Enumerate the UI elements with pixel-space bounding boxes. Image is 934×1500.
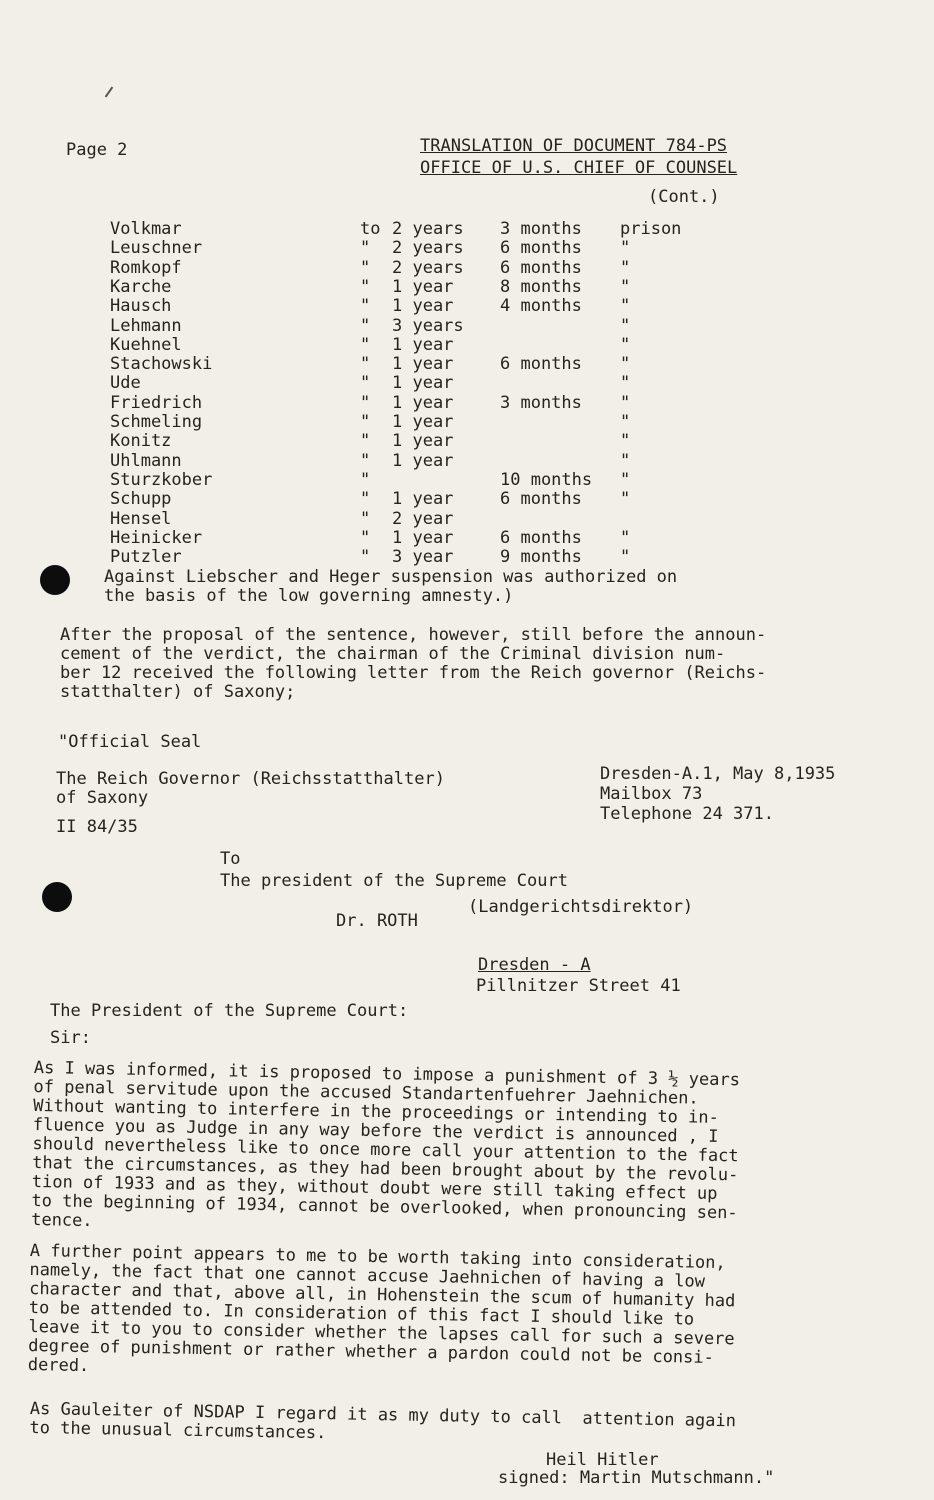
letter-city: Dresden - A <box>478 955 591 975</box>
letter-to-label: To <box>220 849 241 869</box>
sentence-name: Ude <box>110 373 141 394</box>
sentence-months: 10 months <box>500 469 593 490</box>
sentence-name: Volkmar <box>110 219 182 239</box>
letter-signature: signed: Martin Mutschmann." <box>498 1468 775 1488</box>
table-row <box>0 548 934 567</box>
letter-telephone: Telephone 24 371. <box>600 804 774 824</box>
table-row <box>0 510 934 529</box>
sentence-months: 6 months <box>500 527 582 548</box>
table-row <box>0 490 934 509</box>
sentence-to: " <box>360 238 371 259</box>
letter-body-paragraph-3: As Gauleiter of NSDAP I regard it as my duty to call attention again to the unusual circumstances. <box>29 1399 737 1444</box>
sentence-type: " <box>620 276 631 297</box>
sentence-name: Putzler <box>110 547 182 568</box>
sentence-type: " <box>620 431 631 452</box>
table-row <box>0 239 934 258</box>
page-label: Page 2 <box>66 140 128 160</box>
sentence-name: Karche <box>110 276 172 297</box>
sentence-name: Konitz <box>110 431 172 452</box>
table-row <box>0 374 934 393</box>
sentence-years: 1 year <box>392 296 454 317</box>
sentence-name: Romkopf <box>110 257 182 278</box>
sentence-type: " <box>620 296 631 317</box>
sentence-years: 1 year <box>392 276 454 297</box>
sentence-years: 1 year <box>392 412 454 432</box>
sentence-months: 4 months <box>500 296 582 317</box>
sentence-name: Heinicker <box>110 527 203 548</box>
sentence-years: 2 year <box>392 508 454 529</box>
sentence-type: " <box>620 257 631 278</box>
sentence-type: " <box>620 238 631 259</box>
sentence-type: " <box>620 450 631 471</box>
sentence-years: 3 years <box>392 315 464 336</box>
sentence-months: 6 months <box>500 354 582 375</box>
sentence-months: 3 months <box>500 392 582 413</box>
paragraph-after-proposal: After the proposal of the sentence, however, still before the announ- cement of the verdict, the chairman of the Criminal division num- ber 12 received the following letter from the Reich governor (Reichs- statthalter) of Saxony; <box>60 625 767 702</box>
sentence-years: 1 year <box>392 450 454 471</box>
sentence-name: Leuschner <box>110 238 203 259</box>
salutation-line: The President of the Supreme Court: <box>50 1001 409 1021</box>
sentence-name: Sturzkober <box>110 469 213 490</box>
sentence-months: 6 months <box>500 238 582 259</box>
sentence-name: Schupp <box>110 489 172 510</box>
sentence-type: " <box>620 547 631 568</box>
sentence-years: 1 year <box>392 527 454 548</box>
sentence-months: 6 months <box>500 257 582 278</box>
sentence-years: 1 year <box>392 431 454 452</box>
sentence-to: " <box>360 450 371 471</box>
sentence-name: Friedrich <box>110 392 203 413</box>
office-title: OFFICE OF U.S. CHIEF OF COUNSEL <box>420 158 738 178</box>
sentence-name: Lehmann <box>110 315 182 336</box>
table-row <box>0 355 934 374</box>
sentence-to: " <box>360 547 371 568</box>
sentence-to: " <box>360 431 371 452</box>
sentence-type: " <box>620 469 631 490</box>
sentence-to: " <box>360 508 371 529</box>
sentence-type: prison <box>620 219 682 239</box>
amnesty-note: Against Liebscher and Heger suspension was authorized on the basis of the low governing amnesty.) <box>104 567 678 606</box>
sentence-type: " <box>620 489 631 510</box>
continued-label: (Cont.) <box>648 187 720 207</box>
table-row <box>0 297 934 316</box>
sentence-type: " <box>620 373 631 394</box>
sentence-type: " <box>620 392 631 413</box>
letter-reference: II 84/35 <box>56 817 138 837</box>
sentence-months: 3 months <box>500 219 582 239</box>
sentence-months: 8 months <box>500 276 582 297</box>
sentence-type: " <box>620 315 631 336</box>
sentence-type: " <box>620 412 631 432</box>
sentence-years: 3 year <box>392 547 454 568</box>
sentence-to: " <box>360 334 371 355</box>
sentence-to: " <box>360 527 371 548</box>
table-row <box>0 336 934 355</box>
sentence-name: Kuehnel <box>110 334 182 355</box>
letter-street: Pillnitzer Street 41 <box>476 976 681 996</box>
sentence-to: " <box>360 257 371 278</box>
table-row <box>0 529 934 548</box>
table-row <box>0 317 934 336</box>
sentence-years: 2 years <box>392 257 464 278</box>
table-row <box>0 471 934 490</box>
table-row <box>0 394 934 413</box>
sentence-months: 6 months <box>500 489 582 510</box>
sentence-years: 1 year <box>392 354 454 375</box>
sentence-type: " <box>620 334 631 355</box>
official-seal-label: "Official Seal <box>58 732 202 752</box>
sentence-years: 1 year <box>392 392 454 413</box>
letter-recipient-title: (Landgerichtsdirektor) <box>468 897 694 917</box>
letter-mailbox: Mailbox 73 <box>600 784 703 804</box>
sentence-years: 2 years <box>392 219 464 239</box>
sentence-to: " <box>360 392 371 413</box>
sentence-to: " <box>360 276 371 297</box>
table-row <box>0 220 934 239</box>
sentence-years: 1 year <box>392 334 454 355</box>
sentence-name: Hensel <box>110 508 172 529</box>
table-row <box>0 432 934 451</box>
table-row <box>0 278 934 297</box>
sentence-to: " <box>360 469 371 490</box>
sentence-to: " <box>360 296 371 317</box>
sentence-to: " <box>360 315 371 336</box>
letter-place-date: Dresden-A.1, May 8,1935 <box>600 764 836 784</box>
sentence-to: " <box>360 412 371 432</box>
sentence-years: 2 years <box>392 238 464 259</box>
sentence-years: 1 year <box>392 489 454 510</box>
sentence-to: " <box>360 373 371 394</box>
document-title: TRANSLATION OF DOCUMENT 784-PS <box>420 136 728 156</box>
letter-body-paragraph-2: A further point appears to me to be worth taking into consideration, namely, the fact that one cannot accuse Jaehnichen of having a low character and that, above all, in Hohenstein the scum of humanity had to be attended to. In consideration of this fact I should like to leave it to you to consider whether the lapses call for such a severe degree of punishment or rather whether a pardon could not be consi- dered. <box>27 1241 736 1377</box>
letter-closing: Heil Hitler <box>546 1450 659 1470</box>
sentence-to: to <box>360 219 381 239</box>
sentence-table <box>0 220 934 570</box>
letter-recipient-name: Dr. ROTH <box>336 911 418 931</box>
letter-body-paragraph-1: As I was informed, it is proposed to impose a punishment of 3 ½ years of penal servitude upon the accused Standartenfuehrer Jaehnichen. Without wanting to interfere in the proceedings or intending to in- fluence you as Judge in any way before the verdict is announced , I should nevertheless like to once more call your attention to the fact that the circumstances, as they had been brought about by the revolu- tion of 1933 and as they, without doubt were still taking effect up to the beginning of 1934, cannot be overlooked, when pronouncing sen- tence. <box>31 1058 741 1232</box>
sentence-name: Stachowski <box>110 354 213 375</box>
sentence-type: " <box>620 354 631 375</box>
table-row <box>0 259 934 278</box>
letter-sender: The Reich Governor (Reichsstatthalter) of Saxony <box>56 769 445 808</box>
letter-recipient: The president of the Supreme Court <box>220 871 568 891</box>
sentence-to: " <box>360 354 371 375</box>
table-row <box>0 452 934 471</box>
punch-hole-lower <box>42 882 72 912</box>
sentence-name: Uhlmann <box>110 450 182 471</box>
sentence-type: " <box>620 527 631 548</box>
pen-mark <box>105 87 114 98</box>
sentence-name: Hausch <box>110 296 172 317</box>
sentence-to: " <box>360 489 371 510</box>
salutation: Sir: <box>50 1028 91 1048</box>
table-row <box>0 413 934 432</box>
sentence-name: Schmeling <box>110 412 203 432</box>
sentence-years: 1 year <box>392 373 454 394</box>
sentence-months: 9 months <box>500 547 582 568</box>
